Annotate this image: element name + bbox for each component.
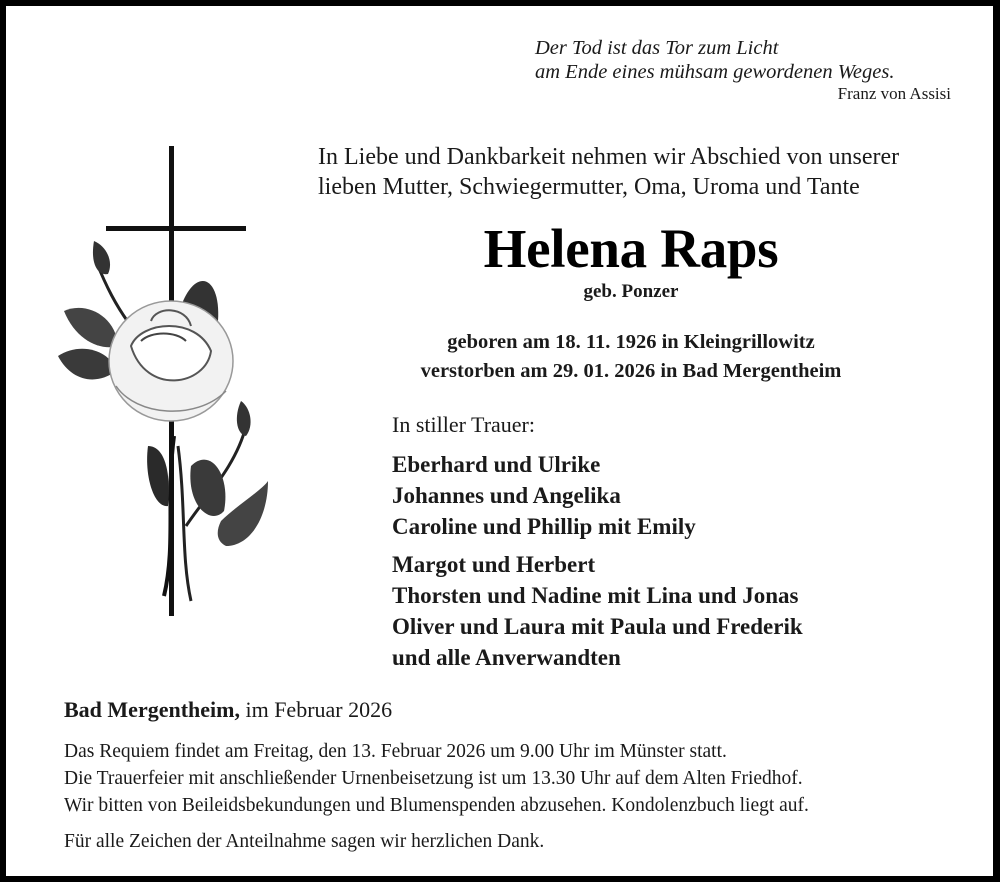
death-date: verstorben am 29. 01. 2026 in Bad Mergentheim [420,360,842,382]
motto-quote [535,36,951,104]
mourners-group-1 [392,449,696,542]
intro-line-2: lieben Mutter, Schwiegermutter, Oma, Uroma und Tante [318,174,860,200]
date: im Februar 2026 [239,697,393,722]
motto-attribution: Franz von Assisi [837,84,951,103]
mourners-group-2 [392,549,803,673]
detail-line: Wir bitten von Beileidsbekundungen und Blumenspenden abzusehen. Kondolenzbuch liegt auf. [64,795,809,816]
birth-name: geb. Ponzer [583,281,679,302]
mourners-label: In stiller Trauer: [392,412,535,437]
motto-line-2: am Ende eines mühsam gewordenen Weges. [535,61,895,83]
mourner-line: Caroline und Phillip mit Emily [392,514,696,539]
mourner-line: Thorsten und Nadine mit Lina und Jonas [392,583,799,608]
intro-line-1: In Liebe und Dankbarkeit nehmen wir Abschied von unserer [318,144,900,170]
motto-line-1: Der Tod ist das Tor zum Licht [535,37,779,59]
place: Bad Mergentheim, [64,697,240,722]
deceased-name: Helena Raps [483,218,779,279]
service-details [64,738,969,819]
birth-date: geboren am 18. 11. 1926 in Kleingrillowitz [447,331,815,353]
detail-line: Die Trauerfeier mit anschließender Urnenbeisetzung ist um 13.30 Uhr auf dem Alten Friedhof. [64,768,803,789]
mourner-line: und alle Anverwandten [392,645,621,670]
mourner-line: Oliver und Laura mit Paula und Frederik [392,614,803,639]
mourner-line: Margot und Herbert [392,552,596,577]
mourner-line: Eberhard und Ulrike [392,452,601,477]
detail-line: Das Requiem findet am Freitag, den 13. Februar 2026 um 9.00 Uhr im Münster statt. [64,741,727,762]
cross-with-rose-icon [46,146,286,616]
place-and-date [64,696,392,724]
life-dates [306,328,956,386]
intro-text [318,142,968,202]
thanks-text: Für alle Zeichen der Anteilnahme sagen wir herzlichen Dank. [64,831,545,852]
mourner-line: Johannes und Angelika [392,483,621,508]
